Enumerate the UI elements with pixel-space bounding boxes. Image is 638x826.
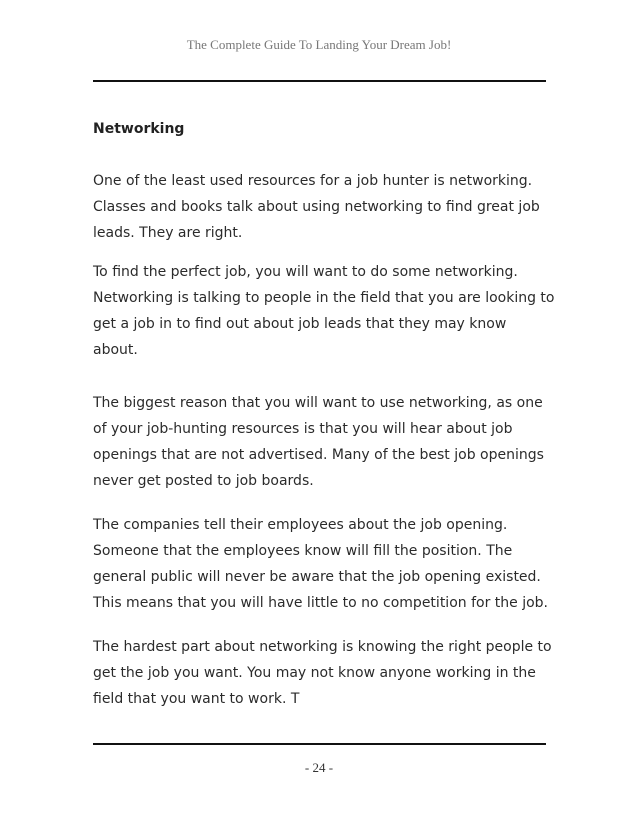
- paragraph-line: get the job you want. You may not know anyone working in the: [93, 665, 536, 681]
- section-heading: Networking: [93, 121, 185, 137]
- paragraph-line: To find the perfect job, you will want to do some networking.: [93, 264, 518, 280]
- running-header: The Complete Guide To Landing Your Dream Job!: [186, 37, 452, 52]
- paragraph-line: leads. They are right.: [93, 225, 243, 241]
- footer-divider: [93, 743, 546, 745]
- paragraph-line: of your job-hunting resources is that you will hear about job: [93, 421, 513, 437]
- paragraph-line: Networking is talking to people in the field that you are looking to: [93, 290, 555, 306]
- paragraph: [93, 512, 548, 616]
- paragraph-line: This means that you will have little to no competition for the job.: [93, 595, 548, 611]
- paragraph: [93, 390, 548, 494]
- paragraph-line: never get posted to job boards.: [93, 473, 314, 489]
- paragraph-line: The companies tell their employees about the job opening.: [93, 517, 508, 533]
- paragraph: [93, 634, 552, 712]
- paragraph-line: The hardest part about networking is knowing the right people to: [93, 639, 552, 655]
- paragraph-line: The biggest reason that you will want to use networking, as one: [93, 395, 543, 411]
- paragraph: [93, 168, 548, 246]
- paragraph: [93, 259, 555, 363]
- header-divider: [93, 80, 546, 82]
- paragraph-line: One of the least used resources for a job hunter is networking.: [93, 173, 533, 189]
- paragraph-line: about.: [93, 342, 138, 358]
- paragraph-line: general public will never be aware that the job opening existed.: [93, 569, 541, 585]
- paragraph-line: get a job in to find out about job leads that they may know: [93, 316, 507, 332]
- paragraph-line: openings that are not advertised. Many of the best job openings: [93, 447, 544, 463]
- paragraph-line: Classes and books talk about using networking to find great job: [93, 199, 540, 215]
- paragraph-line: field that you want to work. T: [93, 691, 300, 707]
- paragraph-line: Someone that the employees know will fill the position. The: [93, 543, 513, 559]
- page-number: - 24 -: [304, 760, 334, 775]
